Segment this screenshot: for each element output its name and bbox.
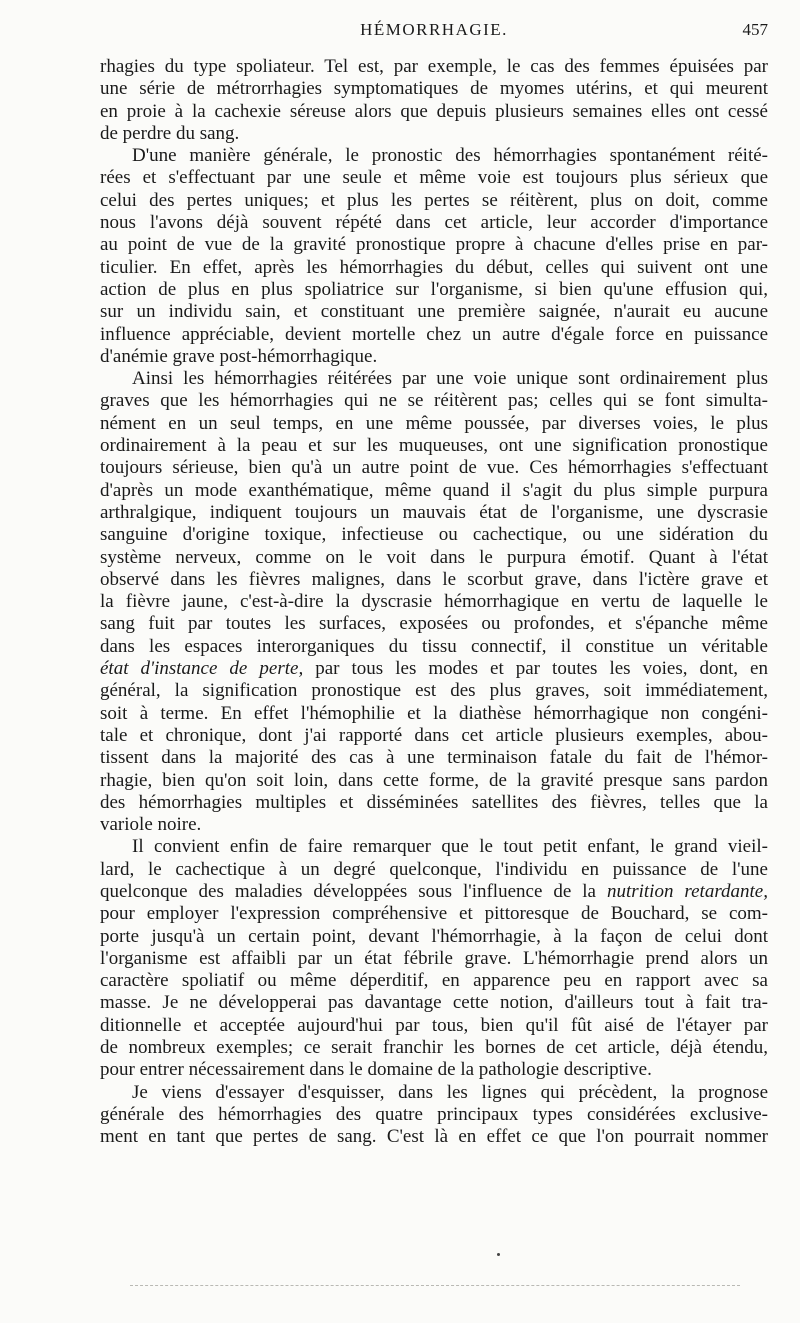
text-line: toujours sérieuse, bien qu'à un autre point de vue. Ces hémorrhagies s'effectuant [100, 457, 768, 479]
text-line: sang fuit par toutes les surfaces, exposées ou profondes, et s'épanche même [100, 613, 768, 635]
text-line: des hémorrhagies multiples et disséminées satellites des fièvres, telles que la [100, 791, 768, 813]
paragraph [100, 1082, 768, 1149]
text-line: soit à terme. En effet l'hémophilie et la diathèse hémorrhagique non congéni- [100, 702, 768, 724]
paragraph [100, 836, 768, 1081]
running-header [100, 20, 768, 48]
text-line: D'une manière générale, le pronostic des hémorrhagies spontanément réité- [132, 145, 768, 167]
text-line: quelconque des maladies développées sous l'influence de la nutrition retardante, [100, 880, 768, 902]
paragraph [100, 368, 768, 836]
text-line: général, la signification pronostique est des plus graves, soit immédiatement, [100, 680, 768, 702]
text-line: une série de métrorrhagies symptomatiques de myomes utérins, et qui meurent [100, 78, 768, 100]
text-line: tale et chronique, dont j'ai rapporté dans cet article plusieurs exemples, abou- [100, 724, 768, 746]
text-line: rhagie, bien qu'on soit loin, dans cette forme, de la gravité presque sans pardon [100, 769, 768, 791]
page-header-title: HÉMORRHAGIE. [360, 20, 508, 39]
text-line: lard, le cachectique à un degré quelconque, l'individu en puissance de l'une [100, 858, 768, 880]
text-line: de nombreux exemples; ce serait franchir les bornes de cet article, déjà étendu, [100, 1037, 768, 1059]
text-line: Ainsi les hémorrhagies réitérées par une voie unique sont ordinairement plus [132, 368, 768, 390]
text-line: Je viens d'essayer d'esquisser, dans les lignes qui précèdent, la prognose [132, 1081, 768, 1103]
text-line: état d'instance de perte, par tous les modes et par toutes les voies, dont, en [100, 658, 768, 680]
body-text [100, 56, 768, 1149]
text-line: générale des hémorrhagies des quatre principaux types considérées exclusive- [100, 1103, 768, 1125]
text-line: variole noire. [100, 814, 202, 836]
italic-phrase: nutrition retardante, [606, 880, 768, 902]
text-line: ditionnelle et acceptée aujourd'hui par tous, bien qu'il fût aisé de l'étayer par [100, 1014, 768, 1036]
text-line: sanguine d'origine toxique, infectieuse ou cachectique, ou une sidération du [100, 524, 768, 546]
text-line: ordinairement à la peau et sur les muqueuses, ont une signification pronostique [100, 435, 768, 457]
text-line: système nerveux, comme on le voit dans le purpura émotif. Quant à l'état [100, 546, 768, 568]
text-line: celui des pertes uniques; et plus les pertes se réitèrent, plus on doit, comme [100, 189, 768, 211]
text-line: arthralgique, indiquent toujours un mauvais état de l'organisme, une dyscrasie [100, 501, 768, 523]
text-line: l'organisme est affaibli par un état fébrile grave. L'hémorrhagie prend alors un [100, 947, 768, 969]
text-line: nément en un seul temps, en une même poussée, par diverses voies, le plus [100, 412, 768, 434]
paragraph [100, 56, 768, 145]
italic-phrase: état d'instance de perte, [100, 658, 304, 680]
page-number: 457 [742, 20, 768, 39]
text-line: sur un individu sain, et constituant une première saignée, n'aurait eu aucune [100, 301, 768, 323]
text-line: graves que les hémorrhagies qui ne se réitèrent pas; celles qui se font simulta- [100, 390, 768, 412]
text-line: dans les espaces interorganiques du tissu connectif, il constitue un véritable [100, 635, 768, 657]
text-line: pour employer l'expression compréhensive et pittoresque de Bouchard, se com- [100, 903, 768, 925]
text-line: au point de vue de la gravité pronostique propre à chacune d'elles prise en par- [100, 234, 768, 256]
text-line: influence appréciable, devient mortelle chez un autre d'égale force en puissance [100, 323, 768, 345]
ink-speck [497, 1253, 500, 1256]
text-line: pour entrer nécessairement dans le domaine de la pathologie descriptive. [100, 1059, 652, 1081]
text-line: la fièvre jaune, c'est-à-dire la dyscrasie hémorrhagique en vertu de laquelle le [100, 591, 768, 613]
text-line: Il convient enfin de faire remarquer que le tout petit enfant, le grand vieil- [132, 836, 768, 858]
text-line: tissent dans la majorité des cas à une terminaison fatale du fait de l'hémor- [100, 747, 768, 769]
text-line: rhagies du type spoliateur. Tel est, par exemple, le cas des femmes épuisées par [100, 56, 768, 77]
text-line: d'anémie grave post-hémorrhagique. [100, 345, 378, 367]
text-line: masse. Je ne développerai pas davantage cette notion, d'ailleurs tout à fait tra- [100, 992, 768, 1014]
text-line: rées et s'effectuant par une seule et même voie est toujours plus sérieux que [100, 167, 768, 189]
text-line: porte jusqu'à un certain point, devant l'hémorrhagie, à la façon de celui dont [100, 925, 768, 947]
text-line: en proie à la cachexie séreuse alors que depuis plusieurs semaines elles ont cessé [100, 100, 768, 122]
text-line: action de plus en plus spoliatrice sur l'organisme, si bien qu'une effusion qui, [100, 278, 768, 300]
text-line: nous l'avons déjà souvent répété dans cet article, leur accorder d'importance [100, 212, 768, 234]
text-line: de perdre du sang. [100, 122, 240, 144]
text-line: d'après un mode exanthématique, même quand il s'agit du plus simple purpura [100, 479, 768, 501]
text-line: ment en tant que pertes de sang. C'est là en effet ce que l'on pourrait nommer [100, 1126, 768, 1148]
footer-rule [130, 1285, 740, 1286]
paragraph [100, 145, 768, 368]
text-line: observé dans les fièvres malignes, dans le scorbut grave, dans l'ictère grave et [100, 568, 768, 590]
text-line: ticulier. En effet, après les hémorrhagies du début, celles qui suivent ont une [100, 256, 768, 278]
text-line: caractère spoliatif ou même déperditif, en apparence peu en rapport avec sa [100, 970, 768, 992]
